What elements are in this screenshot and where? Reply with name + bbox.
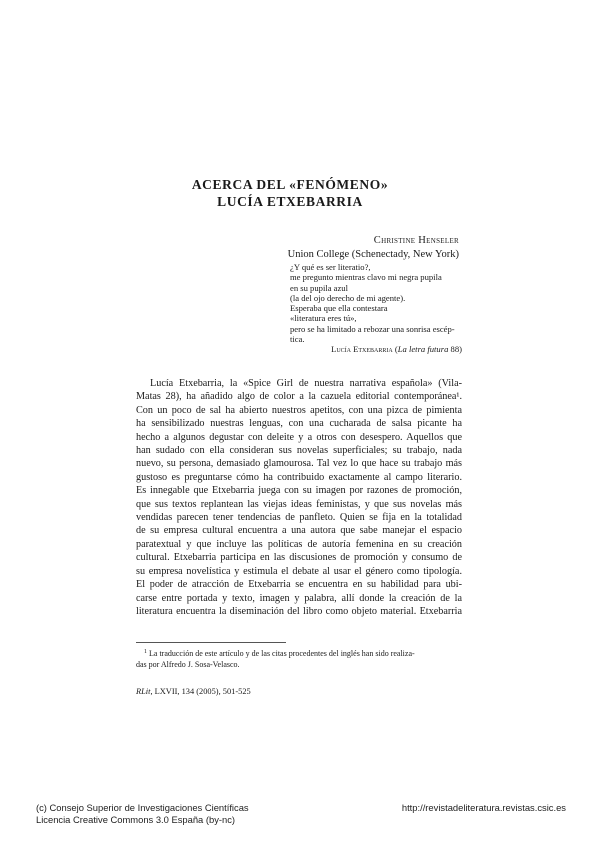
journal-citation: , LXVII, 134 (2005), 501-525 <box>150 687 251 696</box>
footnote-line <box>136 647 462 660</box>
journal-url-link[interactable]: http://revistadeliteratura.revistas.csic.es <box>401 802 566 813</box>
title-line-2: LUCÍA ETXEBARRIA <box>217 194 363 209</box>
body-line: gustoso es preguntarse cómo ha contribuido exactamente al campo literario. <box>136 471 462 483</box>
license-text: Licencia Creative Commons 3.0 España (by-nc) <box>36 814 236 825</box>
epigraph-line: tica. <box>290 334 305 345</box>
body-line: vendidas parecen tener tendencias de panfleto. Quien se fija en la totalidad <box>136 512 462 524</box>
footnote-mark: 1 <box>144 649 147 655</box>
body-line: El poder de atracción de Etxebarria se encuentra en su habilidad para ubi- <box>136 579 462 591</box>
body-line: carse entre portada y texto, imagen y palabra, allí donde la creación de la <box>136 592 462 604</box>
author-block <box>288 234 459 262</box>
epigraph-line: Esperaba que ella contestara <box>290 303 388 314</box>
body-paragraph <box>136 377 462 618</box>
footnote <box>136 647 462 670</box>
license-row <box>36 814 566 826</box>
body-line: su empresa novelística y estimula el debate al usar el género como tipología. <box>136 565 462 577</box>
epigraph-line: me pregunto mientras clavo mi negra pupila <box>290 272 442 283</box>
journal-reference <box>136 686 251 697</box>
title-line-1: ACERCA DEL «FENÓMENO» <box>191 177 389 192</box>
epigraph-line: ¿Y qué es ser literatio?, <box>290 262 371 272</box>
author-affiliation: Union College (Schenectady, New York) <box>287 249 459 260</box>
journal-abbrev: RLit <box>136 687 151 696</box>
copyright-text: (c) Consejo Superior de Investigaciones Científicas <box>36 802 249 813</box>
body-line: hecho a algunos degustar con deleite y a otros con desespero. Aquellos que <box>136 431 462 443</box>
footnote-divider <box>136 642 286 643</box>
body-line: nuevo, su persona, demasiado glamourosa. Tal vez lo que hace su trabajo más <box>136 458 462 470</box>
body-line: Con un poco de sal ha abierto nuestros apetitos, con una pizca de pimienta <box>136 404 462 416</box>
epigraph-source-title: La letra futura <box>397 344 449 355</box>
epigraph-line: (la del ojo derecho de mi agente). <box>290 292 406 303</box>
epigraph <box>290 262 462 355</box>
body-line: de su empresa cultural encuentra a una autora que sabe manejar el espacio <box>136 525 462 537</box>
license-footer <box>36 802 566 826</box>
body-line: Es innegable que Etxebarria juega con su imagen por razones de promoción, <box>136 485 462 497</box>
footnote-text: La traducción de este artículo y de las citas procedentes del inglés han sido realiza- <box>147 649 415 658</box>
epigraph-source-page: 88 <box>448 344 460 355</box>
body-line: literatura encuentra la diseminación del libro como objeto material. Etxebarria <box>136 605 462 617</box>
epigraph-line: «literatura eres tú», <box>290 313 357 324</box>
epigraph-source: Lucía Etxebarria (La letra futura 88) <box>331 344 462 355</box>
body-line: paratextual y que incluye las políticas de autoría femenina en su creación <box>136 538 462 550</box>
license-row <box>36 802 566 814</box>
body-line: que sus textos replantean las viejas ideas feministas, y que sus novelas más <box>136 498 462 510</box>
epigraph-line: pero se ha limitado a rebozar una sonrisa escép- <box>290 323 455 334</box>
author-name: Christine Henseler <box>373 235 459 246</box>
body-line: ha sensibilizado nuestras lenguas, con una cucharada de salsa picante ha <box>136 418 462 430</box>
body-line: Matas 28), ha añadido algo de color a la cazuela editorial contemporánea¹. <box>136 391 462 403</box>
epigraph-source-author: Lucía Etxebarria <box>331 344 393 355</box>
body-line: han sudado con ella consideran sus novelas superficiales; su trabajo, nada <box>136 445 462 457</box>
body-line: cultural. Etxebarria participa en las discusiones de promoción y consumo de <box>136 552 462 564</box>
body-line: Lucía Etxebarria, la «Spice Girl de nuestra narrativa española» (Vila- <box>150 378 462 389</box>
article-title <box>120 176 460 210</box>
epigraph-line: en su pupila azul <box>290 282 348 293</box>
footnote-line: das por Alfredo J. Sosa-Velasco. <box>136 659 240 669</box>
